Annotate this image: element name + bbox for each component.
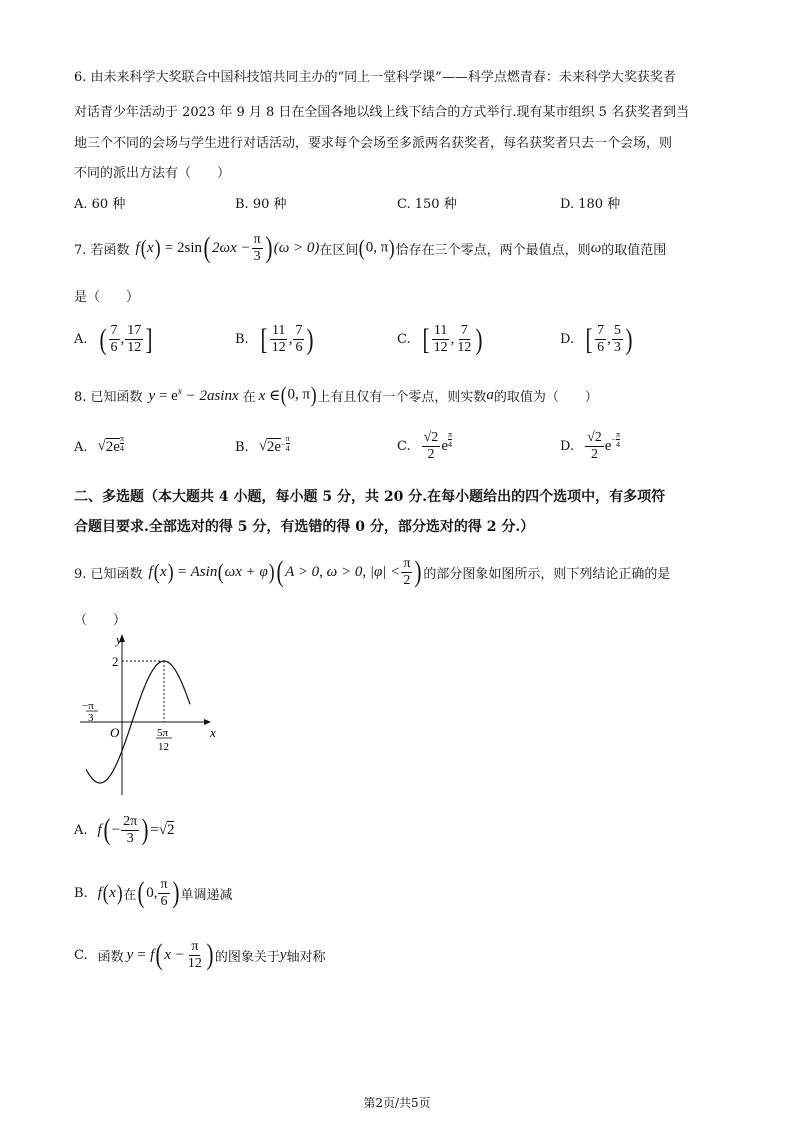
q9-a-rhs: 2 <box>166 822 175 838</box>
q9-c-tail2: 轴对称 <box>286 949 326 965</box>
q7-pi: π <box>253 231 261 247</box>
q9-pi: π <box>403 555 411 571</box>
q8-exp-x: x <box>177 385 182 396</box>
q7-b-n2: 7 <box>295 323 303 338</box>
q9-a-eq: = <box>150 821 159 838</box>
q6-line4: 不同的派出方法有（ ） <box>74 166 231 181</box>
q8-b-exp-4: 4 <box>285 444 290 453</box>
q7-option-c-label: C. <box>397 332 411 347</box>
q8-c-den: 2 <box>427 446 435 462</box>
q9-b-zero: 0, <box>146 884 158 901</box>
q7-a-n2: 17 <box>127 323 142 338</box>
q7-number: 7. 若函数 <box>74 242 130 258</box>
q7-option-b[interactable]: B. [ $\frac{11}{12}$ , $\frac{7}{6}$ ) <box>235 322 314 356</box>
q7-c-rb: ) <box>475 322 483 356</box>
q7-d-d1: 6 <box>597 340 605 355</box>
q7-b-d2: 6 <box>295 340 303 355</box>
five-pi-label: 5π <box>157 727 169 739</box>
q9-b-x: x <box>109 884 116 901</box>
q7-interval: 0, π <box>365 239 389 256</box>
q8-d-exp-pi: π <box>615 429 621 439</box>
q9-c-tail1: 的图象关于 <box>214 949 280 965</box>
q7-option-a-label: A. <box>74 332 88 347</box>
q6-option-a[interactable]: A. 60 种 <box>74 197 126 212</box>
q8-a: a <box>486 386 494 403</box>
q7-b-n1: 11 <box>271 323 286 338</box>
q9-option-a[interactable]: A. f ( − $\frac{2\pi}{3}$ ) = √ 2 <box>74 813 175 846</box>
q7-d-rb: ) <box>625 322 633 356</box>
q9-two: 2 <box>403 572 411 588</box>
q8-text2: 上有且仅有一个零点，则实数 <box>317 389 487 405</box>
q7-d-n1: 7 <box>597 323 605 338</box>
q7-b-rb: ) <box>306 322 314 356</box>
q7-d-lb: [ <box>585 322 593 356</box>
q9-option-c[interactable]: C. 函数 y = f ( x − $\frac{\pi}{12}$ ) 的图象关于 y 轴对称 <box>74 938 326 971</box>
q8-d-exp-4: 4 <box>615 439 620 449</box>
q9-graph <box>70 630 220 800</box>
q9-line2: （ ） <box>74 613 127 628</box>
q8-a-sqrt: √ <box>97 438 106 454</box>
q7-option-b-label: B. <box>235 332 249 347</box>
q7-cond: (ω > 0) <box>273 239 320 256</box>
q6-option-c[interactable]: C. 150 种 <box>397 197 457 212</box>
q8-text1: 在 <box>242 389 256 405</box>
max-label: 2 <box>112 654 119 669</box>
y-label: y <box>116 632 122 647</box>
q9-a-sqrt: √ <box>158 821 167 838</box>
neg-pi-label: −π <box>82 700 94 712</box>
q7-inner: 2ωx − <box>212 239 251 256</box>
q7-b-lb: [ <box>260 322 268 356</box>
neg-pi-den: 3 <box>88 712 94 724</box>
q7-text3: 的取值范围 <box>601 242 667 258</box>
q7-c-d2: 12 <box>457 340 472 355</box>
q9-c-eq: = f <box>136 946 155 963</box>
q8-b-exp-pi: π <box>285 434 290 443</box>
q7-a-d2: 12 <box>127 340 142 355</box>
q7-omega: ω <box>590 239 602 256</box>
q7-text1: 在区间 <box>319 242 359 258</box>
page-footer: 第2页/共5页 <box>363 1096 431 1110</box>
q9-x: x <box>160 563 167 580</box>
q7-c-lb: [ <box>422 322 430 356</box>
x-label: x <box>210 725 216 740</box>
q9-a-num: 2π <box>123 813 138 829</box>
q8-c-e: e <box>441 437 448 454</box>
q9-c-x: x − <box>164 946 185 963</box>
q7-c-d1: 12 <box>433 340 448 355</box>
q7-a-rb: ] <box>145 322 153 356</box>
q8-e: = e <box>158 387 178 404</box>
q6-line1: 6. 由未来科学大奖联合中国科技馆共同主办的“同上一堂科学课”——科学点燃青春：未来科学大奖获奖者 <box>74 70 676 85</box>
q7-func-name: f <box>135 239 140 256</box>
five-pi-den: 12 <box>158 741 169 753</box>
q8-a-exp-pi: π <box>119 434 124 443</box>
q9-b-label: B. <box>74 885 88 901</box>
q6-option-d[interactable]: D. 180 种 <box>560 197 621 212</box>
q8-c-exp-4: 4 <box>448 439 452 449</box>
q8-option-b[interactable] <box>235 430 290 464</box>
q8-b-base: 2e <box>266 439 282 455</box>
section2-line1: 二、多选题（本大题共 4 小题，每小题 5 分，共 20 分.在每小题给出的四个选项中，有多项符 <box>74 489 666 505</box>
q8-stem: 8. 已知函数 $y = e^x - 2asinx$ 在 x ∈ (0, π) 上有且仅有一个零点，则实数 a 的取值为（ ） <box>74 382 598 407</box>
q7-stem: 7. 若函数 f(x) = 2sin( 2ωx − $\frac{\pi}{3}$ ) (ω > 0) 在区间 (0, π) 恰存在三个零点，两个最值点，则 ω 的取值范围 <box>74 231 667 264</box>
section2-line2: 合题目要求.全部选对的得 5 分，有选错的得 0 分，部分选对的得 2 分.） <box>74 519 535 535</box>
q7-option-d-label: D. <box>560 332 575 347</box>
q7-a-d1: 6 <box>110 340 118 355</box>
q8-tail: − 2asinx <box>181 387 239 404</box>
q9-option-b[interactable]: B. f ( x ) 在 ( 0, $\frac{\pi}{6}$ ) 单调递减 <box>74 876 233 909</box>
q8-b-sqrt: √ <box>258 438 267 454</box>
q7-d-n2: 5 <box>613 323 621 338</box>
q9-c-yv: y <box>279 946 287 963</box>
q7-a-n1: 7 <box>110 323 118 338</box>
q8-d-minus: − <box>611 434 616 444</box>
q8-text3: 的取值为（ ） <box>493 389 598 405</box>
q9-c-label: C. <box>74 947 88 963</box>
q8-option-d[interactable] <box>560 424 620 468</box>
q8-a-label: A. <box>74 439 88 455</box>
q7-three: 3 <box>253 248 261 264</box>
q9-c-num: π <box>191 938 199 954</box>
q7-d-d2: 3 <box>613 340 621 355</box>
origin-label: O <box>110 725 120 740</box>
q6-option-b[interactable]: B. 90 种 <box>235 197 287 212</box>
q8-a-exp-4: 4 <box>119 444 124 453</box>
q9-c-y: y <box>126 946 134 963</box>
q9-a-label: A. <box>74 822 88 838</box>
q9-func: f <box>148 563 153 580</box>
q9-inner: ωx + φ <box>224 563 268 580</box>
q8-d-num: √2 <box>587 429 602 445</box>
q8-option-a[interactable] <box>74 430 124 464</box>
q9-c-den: 12 <box>187 955 202 971</box>
q9-b-f: f <box>97 884 102 901</box>
q8-c-label: C. <box>397 438 411 454</box>
q8-x-in: x ∈ <box>258 387 281 404</box>
q7-b-d1: 12 <box>271 340 286 355</box>
q8-number: 8. 已知函数 <box>74 389 143 405</box>
q8-a-base: 2e <box>105 439 120 455</box>
q7-option-d[interactable]: D. [ $\frac{7}{6}$ , $\frac{5}{3}$ ) <box>560 322 633 356</box>
q9-number: 9. 已知函数 <box>74 566 143 582</box>
q7-func-var: x <box>147 239 154 256</box>
q7-c-n2: 7 <box>460 323 468 338</box>
q8-d-label: D. <box>560 438 575 454</box>
q8-y: y <box>148 387 156 404</box>
q9-b-tail: 单调递减 <box>180 887 233 903</box>
q7-option-a[interactable]: A. ( $\frac{7}{6}$ , $\frac{17}{12}$ ] <box>74 322 153 356</box>
q8-option-c[interactable] <box>397 424 452 468</box>
q8-interval: 0, π <box>287 386 311 403</box>
q8-d-den: 2 <box>590 446 598 462</box>
q8-d-e: e <box>604 437 612 454</box>
q9-a-den: 3 <box>126 830 134 846</box>
q7-text2: 恰存在三个零点，两个最值点，则 <box>395 242 591 258</box>
q9-b-den: 6 <box>160 893 168 909</box>
q9-a-f: f <box>97 821 102 838</box>
q6-line3: 地三个不同的会场与学生进行对话活动，要求每个会场至多派两名获奖者，每名获奖者只去一个会场，则 <box>74 136 673 151</box>
q8-b-label: B. <box>235 439 249 455</box>
q7-eq: = 2sin <box>164 239 203 256</box>
q8-c-exp-pi: π <box>447 429 453 439</box>
q9-stem: 9. 已知函数 f ( x ) = Asin ( ωx + φ ) ( A > 0, ω > 0, |φ| < $\frac{\pi}{2}$ ) 的部分图象如图所示，则下列结论正确的是 <box>74 555 671 588</box>
q8-b-minus: − <box>281 440 286 449</box>
q9-eq: = Asin <box>177 563 218 580</box>
q9-b-text: 在 <box>123 887 137 903</box>
q9-c-text: 函数 <box>97 949 124 965</box>
q7-line2: 是（ ） <box>74 290 140 305</box>
q9-text1: 的部分图象如图所示，则下列结论正确的是 <box>423 566 671 582</box>
q9-cond: A > 0, ω > 0, |φ| < <box>285 563 401 580</box>
q7-c-n1: 11 <box>433 323 448 338</box>
q6-line2: 对话青少年活动于 2023 年 9 月 8 日在全国各地以线上线下结合的方式举行.现有某市组织 5 名获奖者到当 <box>74 105 690 120</box>
q8-c-num: √2 <box>423 429 439 445</box>
q7-a-lb: ( <box>99 322 107 356</box>
q9-b-num: π <box>160 876 168 892</box>
q7-option-c[interactable]: C. [ $\frac{11}{12}$ , $\frac{7}{12}$ ) <box>397 322 483 356</box>
q9-a-minus: − <box>111 821 121 838</box>
